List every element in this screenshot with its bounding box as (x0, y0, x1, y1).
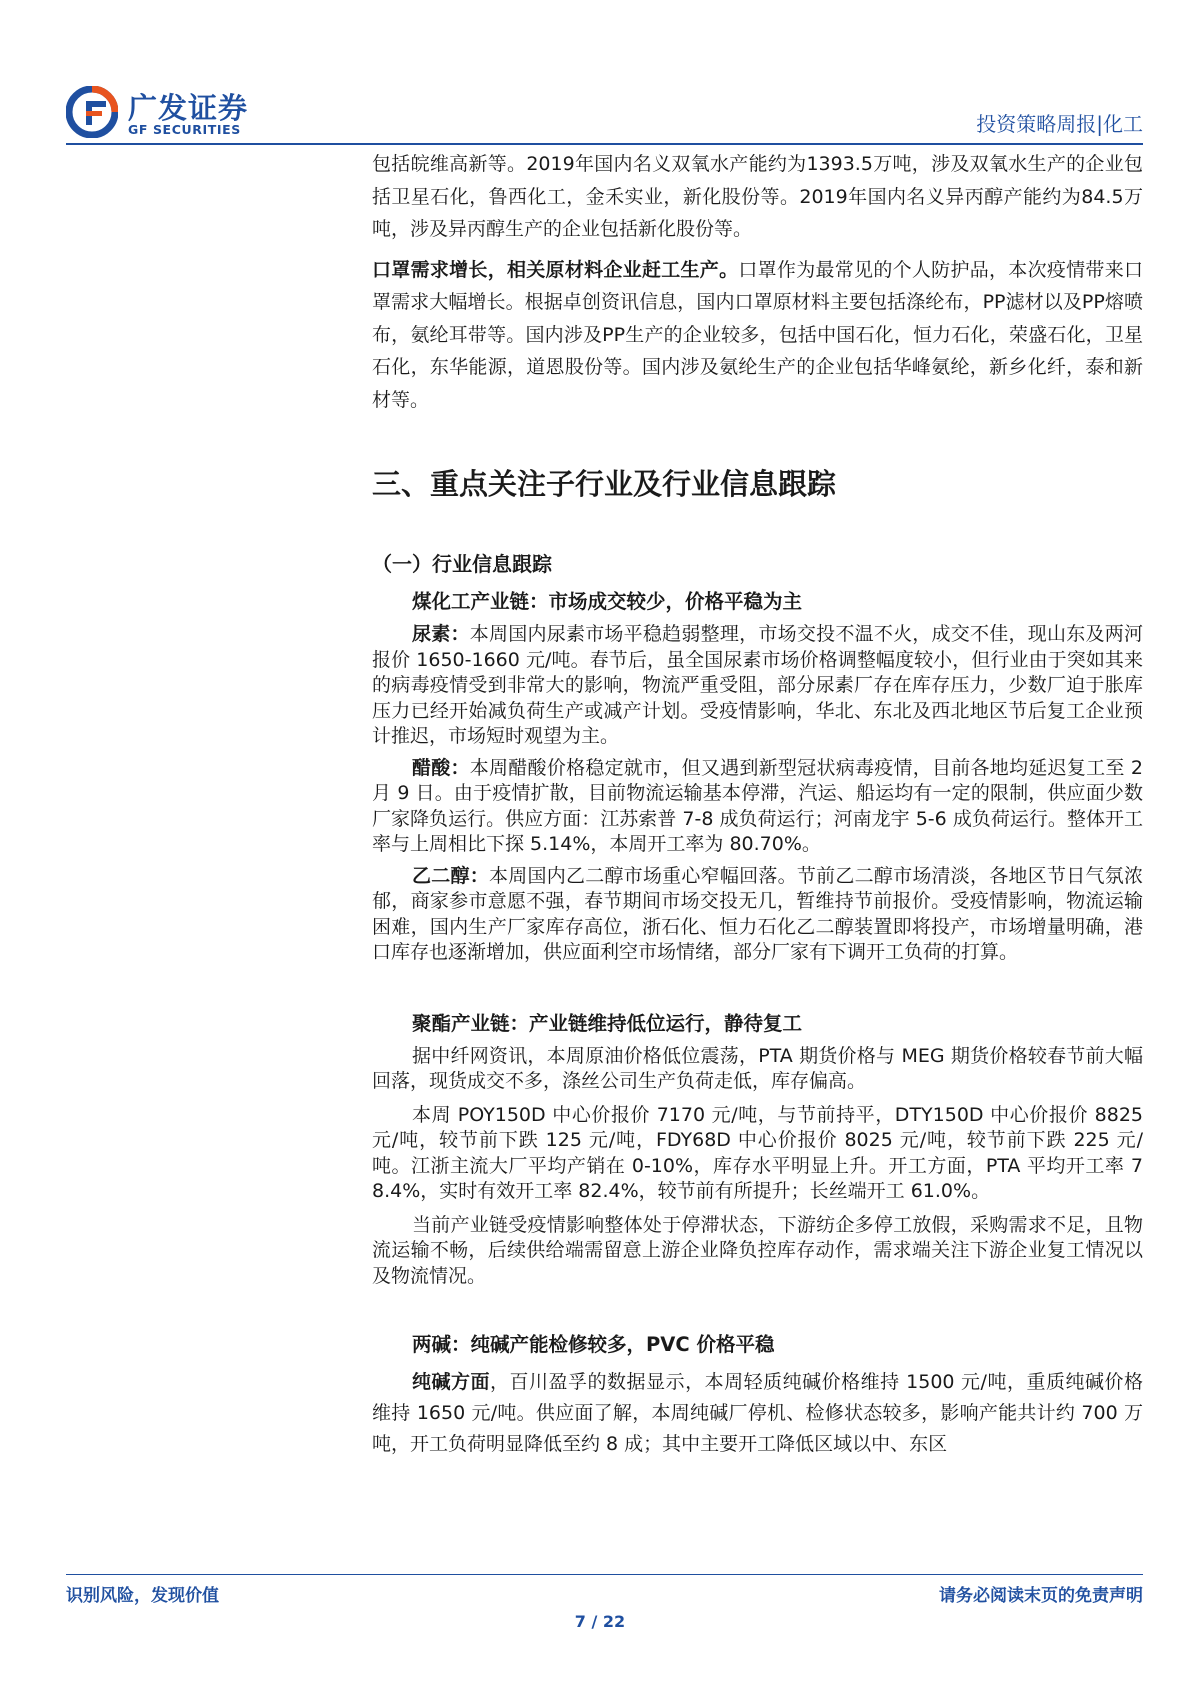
report-content (372, 148, 1143, 1460)
page-header (66, 84, 1143, 144)
section-title: 三、重点关注子行业及行业信息跟踪 (372, 467, 837, 501)
report-type-label: 投资策略周报|化工 (976, 112, 1143, 136)
mask-demand-lead: 口罩需求增长，相关原材料企业赶工生产。 (372, 258, 739, 281)
header-divider (66, 143, 1143, 145)
meg-label: 乙二醇： (412, 864, 489, 887)
paragraph-soda-ash (372, 1367, 1143, 1460)
paragraph-mask-demand (372, 254, 1143, 417)
chain-title-polyester: 聚酯产业链：产业链维持低位运行，静待复工 (412, 1011, 803, 1035)
footer-disclaimer-note: 请务必阅读末页的免责声明 (939, 1586, 1143, 1606)
acetic-label: 醋酸： (412, 756, 470, 779)
soda-text: ，百川盈孚的数据显示，本周轻质纯碱价格维持 1500 元/吨，重质纯碱价格维持 1650 元/吨。供应面了解，本周纯碱厂停机、检修状态较多，影响产能共计约 700 万吨，开工负荷明显降低至约 8 成；其中主要开工降低区域以中、东区 (372, 1371, 1143, 1455)
paragraph-ethylene-glycol (372, 864, 1143, 966)
soda-label: 纯碱方面 (412, 1371, 491, 1393)
urea-label: 尿素： (412, 623, 470, 645)
chain-title-chlor-alkali: 两碱：纯碱产能检修较多，PVC 价格平稳 (412, 1333, 775, 1356)
sub-title-industry-tracking: （一）行业信息跟踪 (372, 552, 552, 576)
page-footer (66, 1577, 1143, 1607)
acetic-text: 本周醋酸价格稳定就市，但又遇到新型冠状病毒疫情，目前各地均延迟复工至 2 月 9 日。由于疫情扩散，目前物流运输基本停滞，汽运、船运均有一定的限制，供应面少数厂家降负运行。供应方面：江苏索普 7-8 成负荷运行；河南龙宇 5-6 成负荷运行。整体开工率与上周相比下探 5.14%，本周开工率为 80.70%。 (372, 756, 1143, 855)
paragraph-polyester-1: 据中纤网资讯，本周原油价格低位震荡，PTA 期货价格与 MEG 期货价格较春节前大幅回落，现货成交不多，涤丝公司生产负荷走低，库存偏高。 (372, 1044, 1143, 1092)
chain-title-coal-chemical: 煤化工产业链：市场成交较少，价格平稳为主 (412, 590, 803, 613)
paragraph-polyester-2: 本周 POY150D 中心价报价 7170 元/吨，与节前持平，DTY150D 中心价报价 8825 元/吨，较节前下跌 125 元/吨，FDY68D 中心价报价 8025 元/吨，较节前下跌 225 元/吨。江浙主流大厂平均产销在 0-10%，库存水平明显上升。开工方面，PTA 平均开工率 78.4%，实时有效开工率 82.4%，较节前有所提升；长丝端开工 61.0%。 (372, 1103, 1143, 1202)
meg-text: 本周国内乙二醇市场重心窄幅回落。节前乙二醇市场清淡，各地区节日气氛浓郁，商家参市意愿不强，春节期间市场交投无几，暂维持节前报价。受疫情影响，物流运输困难，国内生产厂家库存高位，浙石化、恒力石化乙二醇装置即将投产，市场增量明确，港口库存也逐渐增加，供应面利空市场情绪，部分厂家有下调开工负荷的打算。 (372, 864, 1143, 963)
gf-securities-logo (66, 84, 326, 140)
paragraph-capacity: 包括皖维高新等。2019年国内名义双氧水产能约为1393.5万吨，涉及双氧水生产的企业包括卫星石化，鲁西化工，金禾实业，新化股份等。2019年国内名义异丙醇产能约为84.5万吨，涉及异丙醇生产的企业包括新化股份等。 (372, 153, 1143, 240)
paragraph-acetic-acid (372, 756, 1143, 858)
paragraph-urea (372, 622, 1143, 750)
footer-slogan: 识别风险，发现价值 (66, 1586, 219, 1606)
gf-logo-icon (66, 86, 118, 138)
urea-text: 本周国内尿素市场平稳趋弱整理，市场交投不温不火，成交不佳，现山东及两河报价 1650-1660 元/吨。春节后，虽全国尿素市场价格调整幅度较小，但行业由于突如其来的病毒疫情受到非常大的影响，物流严重受阻，部分尿素厂存在库存压力，少数厂迫于胀库压力已经开始减负荷生产或减产计划。受疫情影响，华北、东北及西北地区节后复工企业预计推迟，市场短时观望为主。 (372, 623, 1143, 747)
footer-divider (66, 1574, 1143, 1575)
logo-english-text: GF SECURITIES (128, 122, 241, 137)
paragraph-polyester-3: 当前产业链受疫情影响整体处于停滞状态，下游纺企多停工放假，采购需求不足，且物流运输不畅，后续供给端需留意上游企业降负控库存动作，需求端关注下游企业复工情况以及物流情况。 (372, 1213, 1143, 1287)
logo-chinese-text: 广发证券 (128, 91, 249, 125)
mask-demand-text: 口罩作为最常见的个人防护品，本次疫情带来口罩需求大幅增长。根据卓创资讯信息，国内口罩原材料主要包括涤纶布，PP滤材以及PP熔喷布，氨纶耳带等。国内涉及PP生产的企业较多，包括中国石化，恒力石化，荣盛石化，卫星石化，东华能源，道恩股份等。国内涉及氨纶生产的企业包括华峰氨纶，新乡化纤，泰和新材等。 (372, 258, 1143, 411)
page-number: 7 / 22 (574, 1612, 626, 1631)
